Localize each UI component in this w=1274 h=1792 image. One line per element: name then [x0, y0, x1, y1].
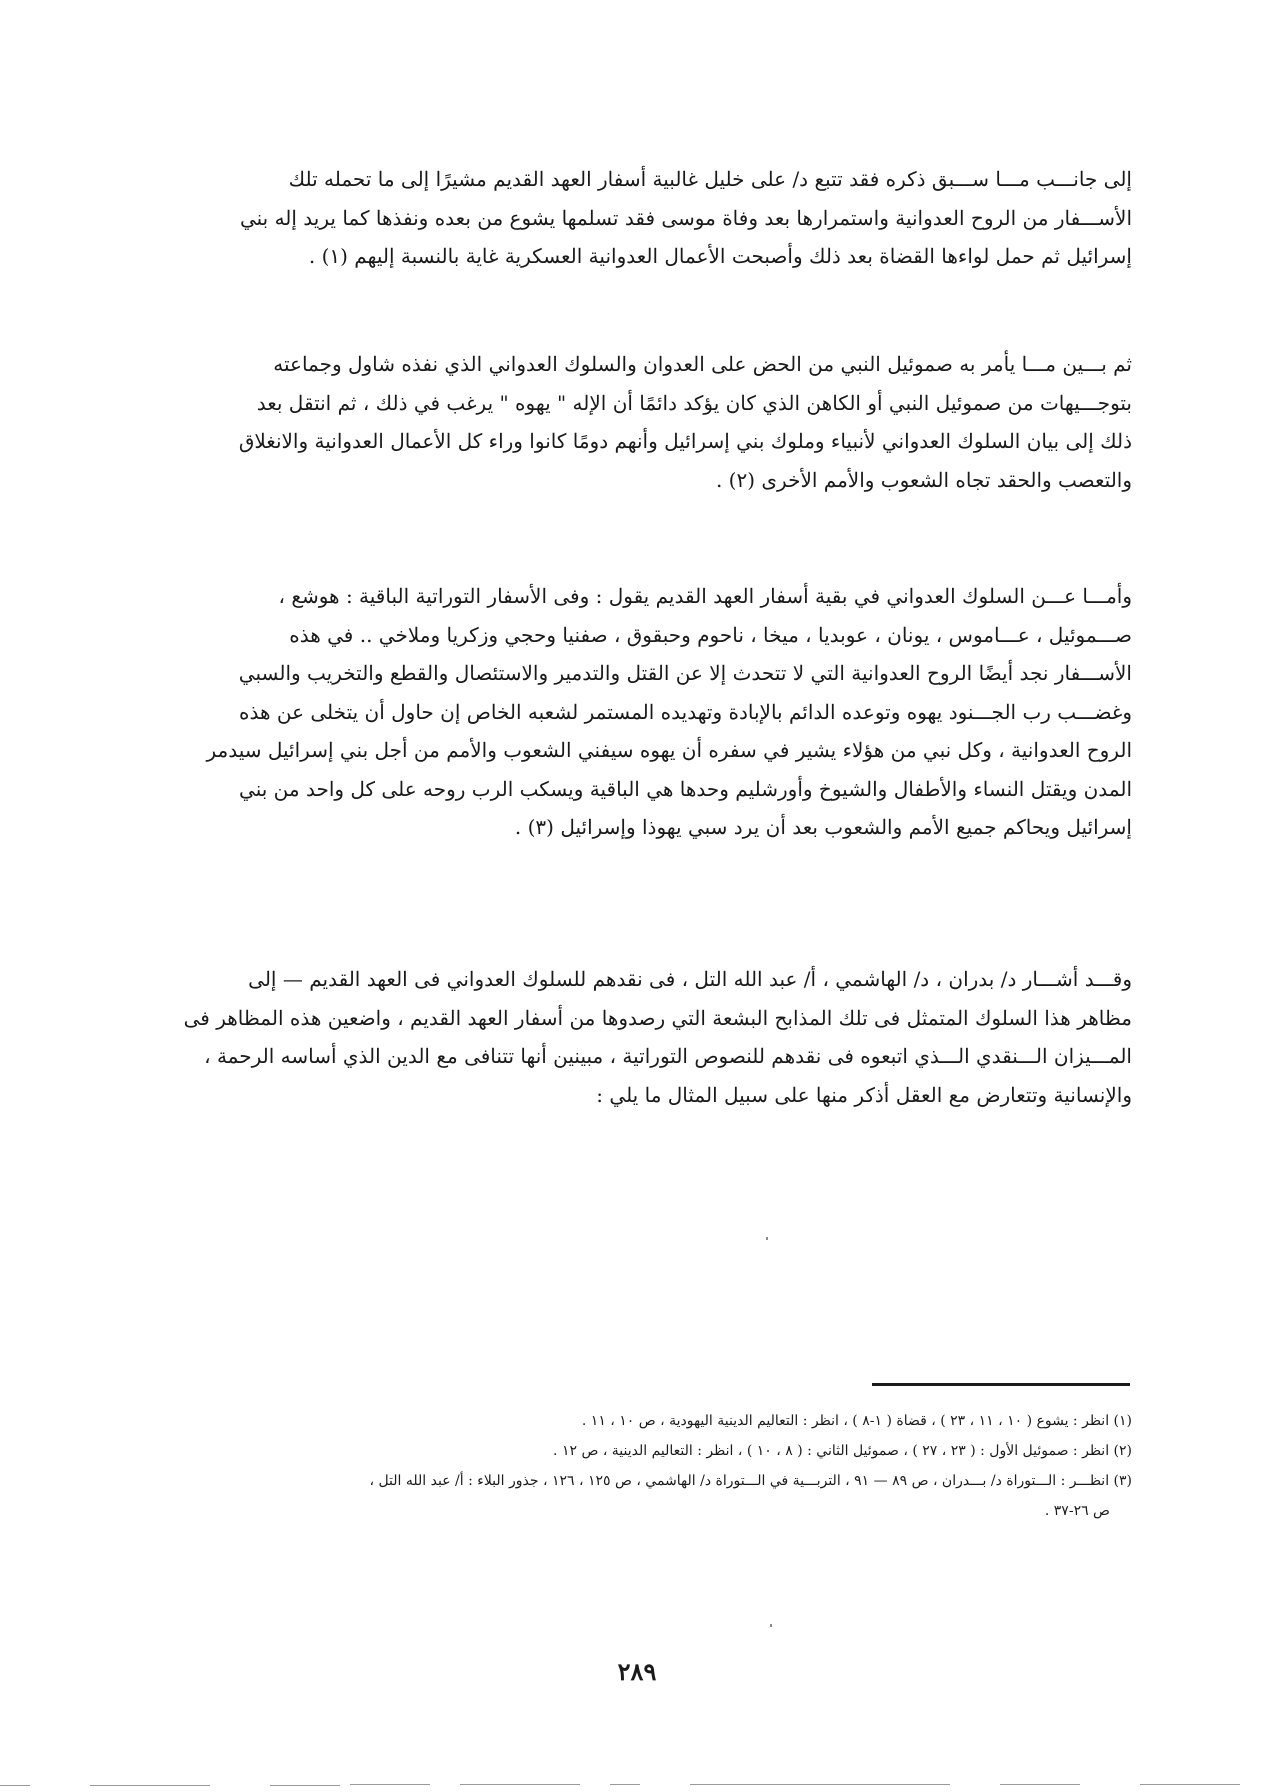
paragraph-line: وغضـــب رب الجـــنود يهوه وتوعده الدائم بالإبادة وتهديده المستمر لشعبه الخاص إن حاول أن يتخلى عن هذه — [238, 699, 1132, 724]
footnote-separator — [872, 1383, 1130, 1386]
paragraph-line: الأســـفار من الروح العدوانية واستمرارها بعد وفاة موسى فقد تسلمها يشوع من بعده ونفذها كما يريد إله بني — [239, 205, 1132, 230]
scan-artifact-line — [270, 1785, 340, 1786]
scan-artifact-line — [90, 1785, 210, 1786]
paragraph-line: المـــيزان الـــنقدي الـــذي اتبعوه فى نقدهم للنصوص التوراتية ، مبينين أنها تتنافى مع الدين الذي أساسه الرحمة ، — [204, 1044, 1132, 1068]
body-paragraph-4 — [176, 960, 1132, 1114]
scan-artifact-line — [0, 1785, 30, 1786]
scan-artifact-line — [1000, 1784, 1080, 1785]
body-paragraph-1 — [176, 160, 1132, 276]
paragraph-line: وأمـــا عـــن السلوك العدواني في بقية أسفار العهد القديم يقول : وفى الأسفار التوراتية الباقية : هوشع ، — [278, 584, 1132, 608]
scan-artifact-dot — [766, 1237, 768, 1240]
body-paragraph-2 — [176, 345, 1132, 499]
scan-artifact-dot — [770, 1624, 772, 1627]
scan-artifact-line — [610, 1784, 640, 1785]
scan-artifact-line — [690, 1784, 950, 1785]
scan-artifact-line — [1140, 1784, 1240, 1785]
paragraph-line: وقـــد أشـــار د/ بدران ، د/ الهاشمي ، أ/ عبد الله التل ، فى نقدهم للسلوك العدواني فى العهد القديم — إلى — [248, 967, 1132, 991]
paragraph-line: إسرائيل ثم حمل لواءها القضاة بعد ذلك وأصبحت الأعمال العدوانية العسكرية غاية بالنسبة إليهم (١) . — [308, 244, 1132, 268]
paragraph-line: ذلك إلى بيان السلوك العدواني لأنبياء وملوك بني إسرائيل وأنهم دومًا كانوا وراء كل الأعمال العدوانية والانغلاق — [238, 429, 1132, 453]
scan-artifact-line — [460, 1784, 580, 1785]
paragraph-line: مظاهر هذا السلوك المتمثل فى تلك المذابح البشعة التي رصدوها من أسفار العهد القديم ، واضعين هذه المظاهر فى — [183, 1005, 1132, 1030]
paragraph-line: والإنسانية وتتعارض مع العقل أذكر منها على سبيل المثال ما يلي : — [596, 1082, 1132, 1107]
footnote-2: (٢) انظر : صموئيل الأول : ( ٢٣ ، ٢٧ ) ، صموئيل الثاني : ( ٨ ، ١٠ ) ، انظر : التعاليم الدينية ، ص ١٢ . — [553, 1443, 1132, 1459]
footnotes — [176, 1406, 1132, 1526]
paragraph-line: ثم بـــين مـــا يأمر به صموئيل النبي من الحض على العدوان والسلوك العدواني الذي نفذه شاول وجماعته — [273, 352, 1132, 376]
paragraph-line: المدن ويقتل النساء والأطفال والشيوخ وأورشليم وحدها هي الباقية ويسكب الرب روحه على كل واحد من بني — [239, 776, 1132, 801]
paragraph-line: إسرائيل ويحاكم جميع الأمم والشعوب بعد أن يرد سبي يهوذا وإسرائيل (٣) . — [514, 815, 1132, 839]
body-paragraph-3 — [176, 577, 1132, 847]
scan-artifact-line — [350, 1784, 430, 1785]
paragraph-line: صـــموئيل ، عـــاموس ، يونان ، عوبديا ، ميخا ، ناحوم وحبقوق ، صفنيا وحجي وزكريا وملاخي .. في هذه — [289, 622, 1132, 647]
paragraph-line: والتعصب والحقد تجاه الشعوب والأمم الأخرى (٢) . — [715, 467, 1132, 492]
footnote-3-continuation: ص ٢٦-٣٧ . — [1044, 1503, 1110, 1519]
paragraph-line: الروح العدوانية ، وكل نبي من هؤلاء يشير في سفره أن يهوه سيفني الشعوب والأمم من أجل بني إسرائيل سيدمر — [206, 738, 1132, 762]
paragraph-line: الأســـفار نجد أيضًا الروح العدوانية التي لا تتحدث إلا عن القتل والتدمير والاستئصال والقطع والتخريب والسبي — [238, 661, 1132, 685]
paragraph-line: إلى جانـــب مـــا ســـبق ذكره فقد تتبع د/ على خليل غالبية أسفار العهد القديم مشيرًا إلى ما تحمله تلك — [288, 167, 1132, 191]
paragraph-line: بتوجـــيهات من صموئيل النبي أو الكاهن الذي كان يؤكد دائمًا أن الإله " يهوه " يرغب في ذلك ، ثم انتقل بعد — [256, 390, 1132, 415]
page-number: ٢٨٩ — [617, 1657, 657, 1686]
footnote-1: (١) انظر : يشوع ( ١٠ ، ١١ ، ٢٣ ) ، قضاة ( ١-٨ ) ، انظر : التعاليم الدينية اليهودية ، ص ١٠ ، ١١ . — [581, 1413, 1132, 1429]
footnote-3: (٣) انظـــر : الـــتوراة د/ بـــدران ، ص ٨٩ — ٩١ ، التربـــية في الـــتوراة د/ الهاشمي ، ص ١٢٥ ، ١٢٦ ، جذور البلاء : أ/ عبد الله التل ، — [369, 1473, 1132, 1489]
